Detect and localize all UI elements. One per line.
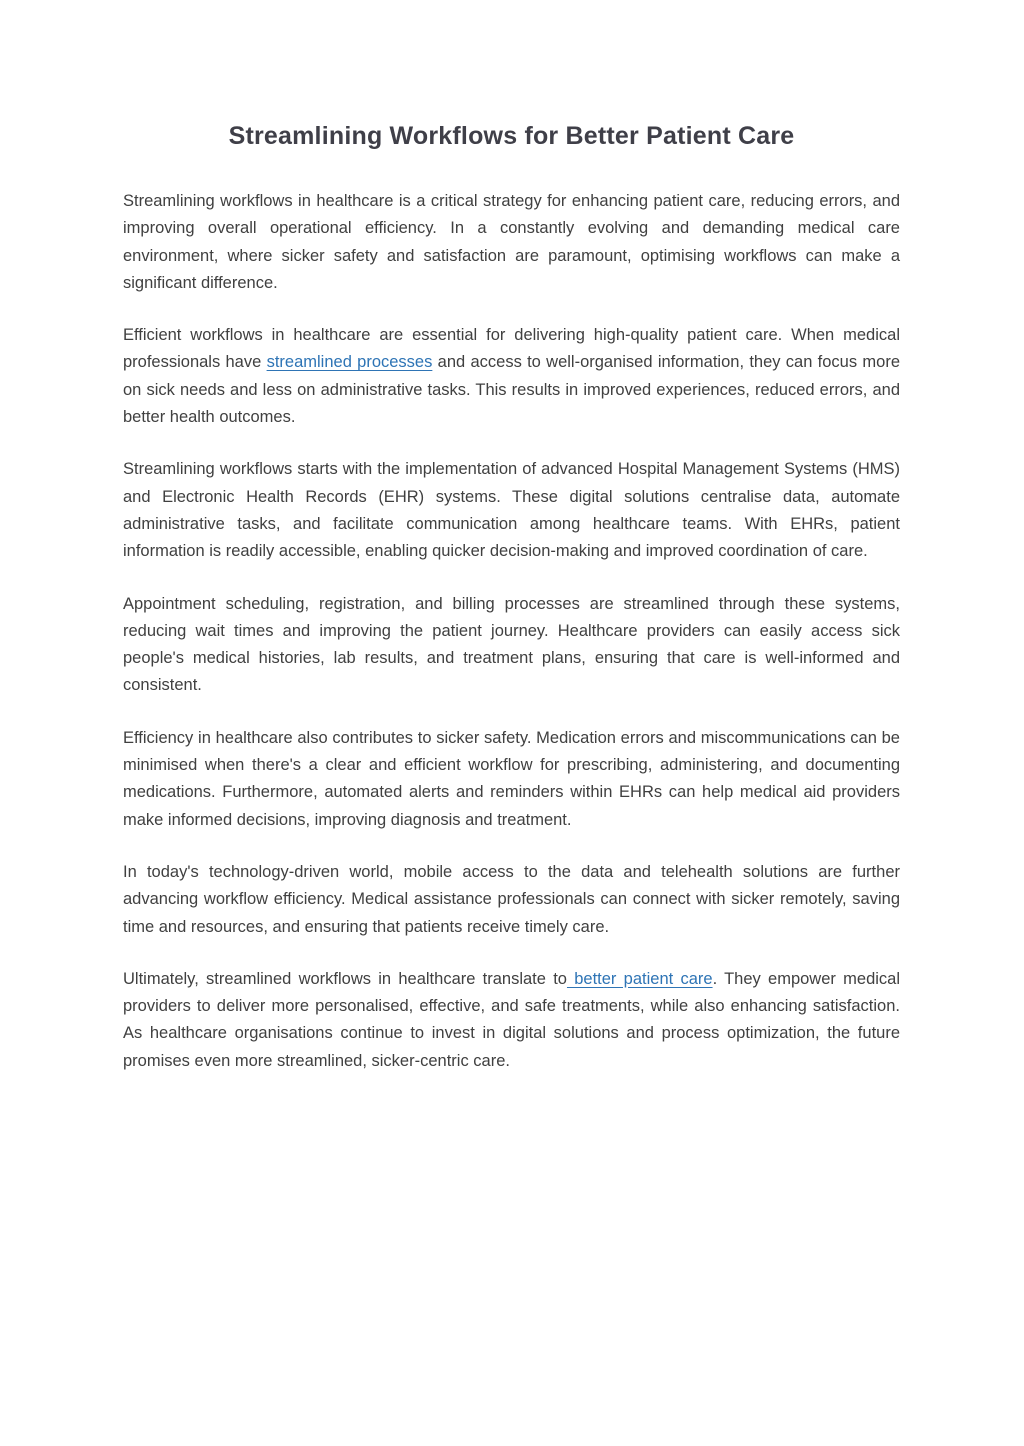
paragraph <box>123 859 900 941</box>
link-better-patient-care[interactable]: better patient care <box>566 969 713 988</box>
text-run: Streamlining workflows starts with the implementation of advanced Hospital Management Systems (HMS) and Electronic Health Records (EHR) systems. These digital solutions centralise data, automate administrative tasks, and facilitate communication among healthcare teams. With EHRs, patient information is readily accessible, enabling quicker decision-making and improved coordination of care. <box>123 460 900 561</box>
paragraph <box>123 188 900 297</box>
link-streamlined-processes[interactable]: streamlined processes <box>266 353 433 372</box>
text-run: Streamlining workflows in healthcare is a critical strategy for enhancing patient care, reducing errors, and improving overall operational efficiency. In a constantly evolving and demanding medical care environment, where sicker safety and satisfaction are paramount, optimising workflows can make a significant difference. <box>123 192 900 292</box>
text-run: In today's technology-driven world, mobile access to the data and telehealth solutions are further advancing workflow efficiency. Medical assistance professionals can connect with sicker remotely, saving time and resources, and ensuring that patients receive timely care. <box>123 862 900 936</box>
text-run: Appointment scheduling, registration, and billing processes are streamlined through these systems, reducing wait times and improving the patient journey. Healthcare providers can easily access sick people's medical histories, lab results, and treatment plans, ensuring that care is well-informed and consistent. <box>123 594 900 695</box>
document-title: Streamlining Workflows for Better Patient Care <box>228 122 795 150</box>
text-run: and access to well-organised information, they can focus more on sick needs and less on administrative tasks. This results in improved experiences, reduced errors, and better health outcomes. <box>123 353 900 427</box>
paragraph <box>123 966 900 1075</box>
paragraph <box>123 456 900 565</box>
document-body <box>123 188 900 1075</box>
paragraph <box>123 591 900 700</box>
paragraph <box>123 725 900 834</box>
text-run: Efficient workflows in healthcare are essential for delivering high-quality patient care. When medical professionals have <box>123 326 900 372</box>
text-run: Ultimately, streamlined workflows in healthcare translate to <box>123 969 567 988</box>
text-run: Efficiency in healthcare also contributes to sicker safety. Medication errors and miscommunications can be minimised when there's a clear and efficient workflow for prescribing, administering, and documenting medications. Furthermore, automated alerts and reminders within EHRs can help medical aid providers make informed decisions, improving diagnosis and treatment. <box>123 728 900 829</box>
paragraph <box>123 322 900 431</box>
text-run: . They empower medical providers to deliver more personalised, effective, and safe treatments, while also enhancing satisfaction. As healthcare organisations continue to invest in digital solutions and process optimization, the future promises even more streamlined, sicker-centric care. <box>123 969 901 1070</box>
